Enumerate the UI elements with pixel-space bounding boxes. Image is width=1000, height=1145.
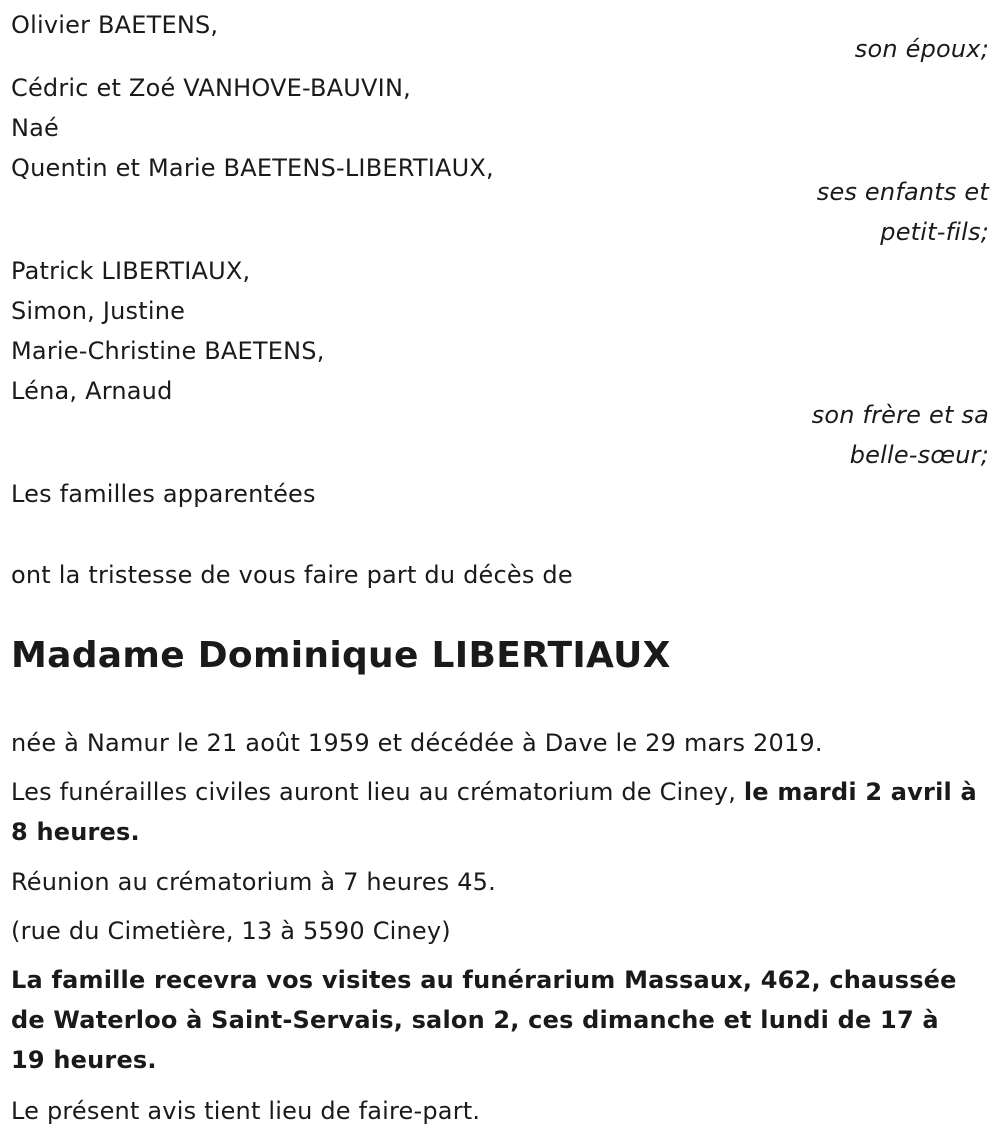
grandchild-name: Naé	[11, 114, 60, 142]
siblings-relation-line1: son frère et sa	[811, 401, 989, 429]
deceased-name: Madame Dominique LIBERTIAUX	[11, 635, 671, 676]
nephew-niece-names: Simon, Justine	[11, 297, 186, 325]
siblings-relation-line2: belle-sœur;	[849, 441, 989, 469]
spouse-relation: son époux;	[854, 35, 989, 63]
nephew-niece-names: Léna, Arnaud	[11, 377, 173, 405]
children-relation-line2: petit-fils;	[880, 218, 989, 246]
birth-death-info: née à Namur le 21 août 1959 et décédée à Dave le 29 mars 2019.	[11, 729, 823, 757]
child-name: Quentin et Marie BAETENS-LIBERTIAUX,	[11, 154, 494, 182]
crematorium-address: (rue du Cimetière, 13 à 5590 Ciney)	[11, 917, 451, 945]
announcement-text: ont la tristesse de vous faire part du décès de	[11, 561, 573, 589]
funeral-date: le mardi 2 avril à 8 heures.	[11, 778, 977, 846]
related-families: Les familles apparentées	[11, 480, 316, 508]
closing-note: Le présent avis tient lieu de faire-part.	[11, 1097, 481, 1125]
child-name: Cédric et Zoé VANHOVE-BAUVIN,	[11, 74, 411, 102]
sibling-name: Patrick LIBERTIAUX,	[11, 257, 251, 285]
visits-info: La famille recevra vos visites au funérarium Massaux, 462, chaussée de Waterloo à Saint-Servais, salon 2, ces dimanche et lundi de 17 à 19 heures.	[11, 966, 957, 1074]
spouse-name: Olivier BAETENS,	[11, 11, 219, 39]
meeting-info: Réunion au crématorium à 7 heures 45.	[11, 868, 496, 896]
sibling-name: Marie-Christine BAETENS,	[11, 337, 325, 365]
children-relation-line1: ses enfants et	[816, 178, 989, 206]
funeral-info	[11, 772, 980, 852]
funeral-text: Les funérailles civiles auront lieu au crématorium de Ciney,	[11, 778, 744, 806]
